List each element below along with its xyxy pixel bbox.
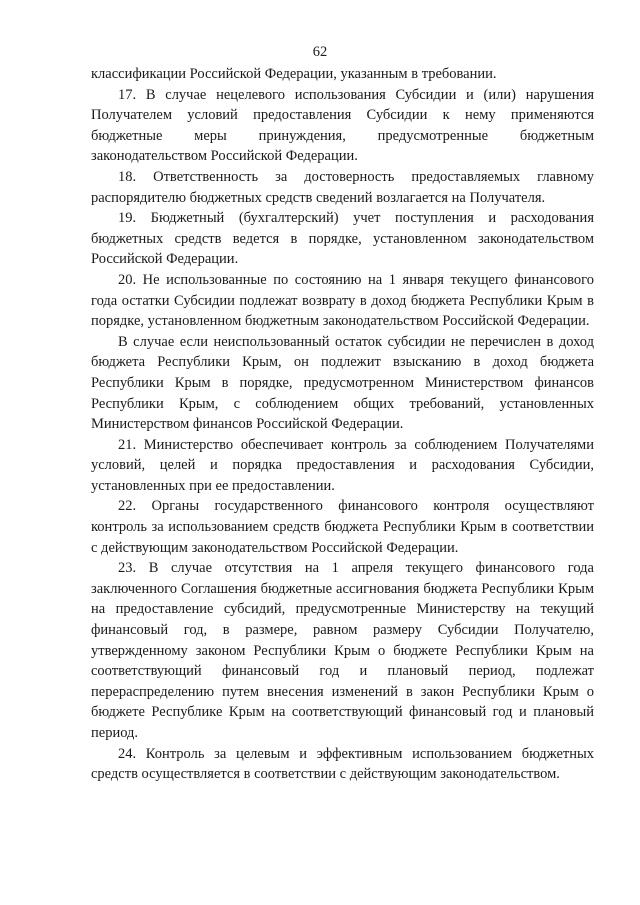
document-body [91, 64, 594, 785]
paragraph-19: 19. Бюджетный (бухгалтерский) учет поступления и расходования бюджетных средств ведется в порядке, установленном законодательством Российской Федерации. [91, 210, 594, 268]
paragraph-22: 22. Органы государственного финансового контроля осуществляют контроль за использованием средств бюджета Республики Крым в соответствии с действующим законодательством Российской Федерации. [91, 498, 594, 556]
paragraph-21: 21. Министерство обеспечивает контроль за соблюдением Получателями условий, целей и порядка предоставления и расходования Субсидии, установленных при ее предоставлении. [91, 436, 594, 494]
paragraph-24: 24. Контроль за целевым и эффективным использованием бюджетных средств осуществляется в соответствии с действующим законодательством. [91, 745, 594, 783]
paragraph-20-continued: В случае если неиспользованный остаток субсидии не перечислен в доход бюджета Республики Крым, он подлежит взысканию в доход бюджета Республики Крым в порядке, предусмотренном Министерством финансов Республики Крым, с соблюдением общих требований, установленных Министерством финансов Российской Федерации. [91, 333, 594, 433]
page-number: 62 [312, 44, 328, 60]
paragraph-23: 23. В случае отсутствия на 1 апреля текущего финансового года заключенного Соглашения бюджетные ассигнования бюджета Республики Крым на предоставление субсидий, предусмотренные Министерству на текущий финансовый год, в размере, равном размеру Субсидии Получателю, утвержденному законом Республики Крым о бюджете Республики Крым на соответствующий финансовый год и плановый период, подлежат перераспределению путем внесения изменений в закон Республики Крым о бюджете Республике Крым на соответствующий финансовый год и плановый период. [91, 560, 594, 741]
paragraph-20: 20. Не использованные по состоянию на 1 января текущего финансового года остатки Субсидии подлежат возврату в доход бюджета Республики Крым в порядке, установленном бюджетным законодательством Российской Федерации. [91, 271, 594, 330]
paragraph-continuation: классификации Российской Федерации, указанным в требовании. [91, 66, 497, 82]
paragraph-17: 17. В случае нецелевого использования Субсидии и (или) нарушения Получателем условий предоставления Субсидии к нему применяются бюджетные меры принуждения, предусмотренные бюджетным законодательством Российской Федерации. [91, 86, 594, 165]
paragraph-18: 18. Ответственность за достоверность предоставляемых главному распорядителю бюджетных средств сведений возлагается на Получателя. [91, 168, 594, 206]
